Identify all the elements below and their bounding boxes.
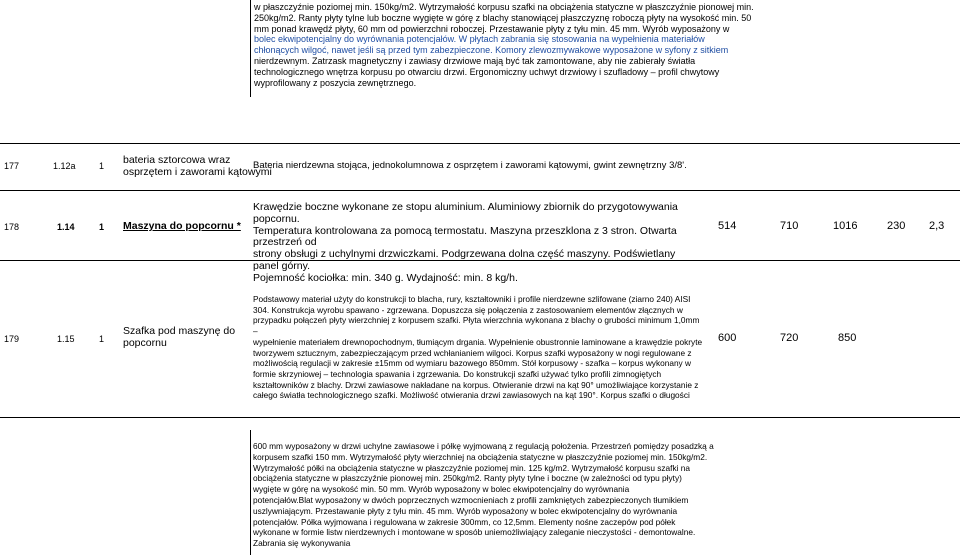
row-description xyxy=(253,202,703,285)
top-line-5: nierdzewnym. Zatrzask magnetyczny i zawiasy drzwiowe mają być tak zamontowane, aby nie zabierały światła xyxy=(254,55,696,66)
bottom-line-4: wygięte w górę na wysokość min. 50 mm. Wyrób wyposażony w bolec ekwipotencjalny do wyrównania xyxy=(253,484,630,495)
row-position: 1.12a xyxy=(53,161,76,171)
row-desc-line-0: Krawędzie boczne wykonane ze stopu aluminium. Aluminiowy zbiornik do przygotowywania popcornu. xyxy=(253,201,678,225)
bottom-line-0: 600 mm wyposażony w drzwi uchylne zawiasowe i półkę wyjmowaną z regulacją położenia. Przestrzeń pomiędzy posadzką a xyxy=(253,441,714,451)
dim-depth: 710 xyxy=(780,220,799,232)
top-line-2: mm ponad krawędź płyty, 60 mm od powierzchni roboczej. Przestawanie płyty z tyłu min. 45 mm. Wyrób wyposażony w xyxy=(254,23,730,34)
row-name xyxy=(123,325,235,349)
bottom-line-2: Wytrzymałość półki na obciążenia statyczne w płaszczyźnie poziomej min. 125 kg/m2. Wytrzymałość korpusu szafki na xyxy=(253,462,690,473)
top-line-1: 250kg/m2. Ranty płyty tylne lub boczne wygięte w górę z blachy stanowiącej płaszczyznę roboczą płyty na wysokość min. 50 xyxy=(254,12,752,23)
row-quantity: 1 xyxy=(99,161,105,171)
row-lp: 177 xyxy=(4,161,20,171)
row-position: 1.15 xyxy=(57,334,75,344)
row-desc-line-2: przypadku połączeń płyty wierzchniej z korpusem szafki. Płyta wierzchnia wykonana z blachy o grubości minimum 1,0mm – xyxy=(253,315,700,337)
top-block-left-border xyxy=(250,0,251,97)
row-desc-line-0: Bateria nierdzewna stojąca, jednokolumnowa z osprzętem i zaworami kątowymi, gwint zewnętrzny 3/8'. xyxy=(253,160,687,171)
bottom-block-left-border xyxy=(250,430,251,555)
row-desc-line-3: Pojemność kociołka: min. 340 g. Wydajność: min. 8 kg/h. xyxy=(253,271,518,284)
row-desc-line-0: Podstawowy materiał użyty do konstrukcji to blacha, rury, kształtowniki i profile nierdzewne szlifowane (ziarno 240) AISI xyxy=(253,294,691,304)
top-line-7: wyprofilowany z poszycia zewnętrznego. xyxy=(254,77,417,88)
bottom-line-8: wykonane w formie listw nierdzewnych i montowane w sposób uniemożliwiający zaleganie nieczystości - demontowalne. xyxy=(253,527,696,538)
top-line-3: bolec ekwipotencjalny do wyrównania potencjałów. W płytach zabrania się stosowania na wypełnienia materiałów xyxy=(254,34,705,45)
row-name-line-0: Maszyna do popcornu * xyxy=(123,220,241,232)
row-desc-line-3: wypełnienie materiałem drewnopochodnym, tłumiącym drgania. Wypełnienie obustronnie laminowane a krawędzie pokryte xyxy=(253,336,703,347)
row-desc-line-8: całego światła technologicznego szafki. Możliwość otwierania drzwi zawiasowych na kąt 190°. Korpus szafki o długości xyxy=(253,390,690,401)
dim-width: 514 xyxy=(718,220,737,232)
row-lp: 179 xyxy=(4,334,20,344)
top-line-6: technologicznego wnętrza korpusu po otwarciu drzwi. Ergonomiczny uchwyt drzwiowy i szufladowy – profil chwytowy xyxy=(254,66,720,77)
row-177-top-border xyxy=(0,143,960,144)
row-desc-line-1: 304. Konstrukcja wyrobu spawano - zgrzewana. Dopuszcza się połączenia z zastosowaniem elementów złącznych w xyxy=(253,304,683,315)
row-desc-line-2: strony obsługi z uchylnymi drzwiczkami. Podgrzewana dolna część maszyny. Podświetlany panel górny. xyxy=(253,248,676,272)
dim-width: 600 xyxy=(718,332,737,344)
dim-power: 2,3 xyxy=(929,220,945,232)
row-name-line-0: Szafka pod maszynę do xyxy=(123,325,236,337)
bottom-line-9: Zabrania się wykonywania xyxy=(253,538,351,549)
row-lp: 178 xyxy=(4,222,20,232)
dim-depth: 720 xyxy=(780,332,799,344)
row-quantity: 1 xyxy=(99,334,105,344)
row-desc-line-5: możliwością regulacji w zakresie ±15mm od wymiaru bazowego 850mm. Stół korpusowy - szafka – korpus wykonany w xyxy=(253,358,692,369)
row-name-line-0: bateria sztorcowa wraz xyxy=(123,154,231,166)
top-line-4: chłonących wilgoć, nawet jeśli są przed tym zabezpieczone. Komory zlewozmywakowe wyposażone w syfony z sitkiem xyxy=(254,45,729,56)
row-description xyxy=(253,161,953,172)
bottom-description-block xyxy=(253,441,953,549)
dim-height: 850 xyxy=(838,332,857,344)
bottom-line-3: obciążenia statyczne w płaszczyźnie pionowej min. 250kg/m2. Ranty płyty tylne i boczne (w zależności od typu płyty) xyxy=(253,473,682,484)
row-position: 1.14 xyxy=(57,222,75,232)
bottom-line-7: potencjałów. Półka wyjmowana i regulowana w zakresie 300mm, co 12,5mm. Elementy nośne zaczepów pod półek xyxy=(253,516,676,527)
row-description xyxy=(253,294,703,401)
bottom-line-6: uszlywniającym. Przestawanie płyty z tyłu min. 45 mm. Wyrób wyposażony w bolec ekwipotencjalny do wyrównania xyxy=(253,505,678,516)
row-desc-line-7: kształtowników z blachy. Drzwi zawiasowe nakładane na korpus. Otwieranie drzwi na kąt 90° umożliwiające korzystanie z xyxy=(253,379,699,390)
row-desc-line-4: tworzywem sztucznym, zabezpieczającym przed wchłanianiem wilgoci. Korpus szafki wyposażony w nogi regulowane z xyxy=(253,347,692,358)
row-quantity: 1 xyxy=(99,222,105,232)
row-179-bottom-border xyxy=(0,417,960,418)
row-name-line-1: popcornu xyxy=(123,337,167,349)
bottom-line-5: potencjałów.Blat wyposażony w dwóch poprzecznych wzmocnieniach z profili zamkniętych zabezpieczonych tłumikiem xyxy=(253,494,689,505)
top-description-block xyxy=(254,2,954,88)
row-name xyxy=(123,220,241,233)
row-name-line-1: osprzętem i zaworami kątowymi xyxy=(123,166,272,178)
row-desc-line-6: formie skrzyniowej – technologia spawania i zgrzewania. Do konstrukcji szafki używać tylko profili zimnogiętych xyxy=(253,368,662,379)
top-line-0: w płaszczyźnie poziomej min. 150kg/m2. Wytrzymałość korpusu szafki na obciążenia statyczne w płaszczyźnie pionowej min. xyxy=(254,2,754,12)
dim-voltage: 230 xyxy=(887,220,906,232)
row-name xyxy=(123,154,272,178)
dim-height: 1016 xyxy=(833,220,858,232)
row-178-top-border xyxy=(0,190,960,191)
row-desc-line-1: Temperatura kontrolowana za pomocą termostatu. Maszyna przeszklona z 3 stron. Otwarta przestrzeń od xyxy=(253,224,677,249)
bottom-line-1: korpusem szafki 150 mm. Wytrzymałość płyty wierzchniej na obciążenia statyczne w płaszczyźnie poziomej min. 150kg/m2. xyxy=(253,451,708,462)
